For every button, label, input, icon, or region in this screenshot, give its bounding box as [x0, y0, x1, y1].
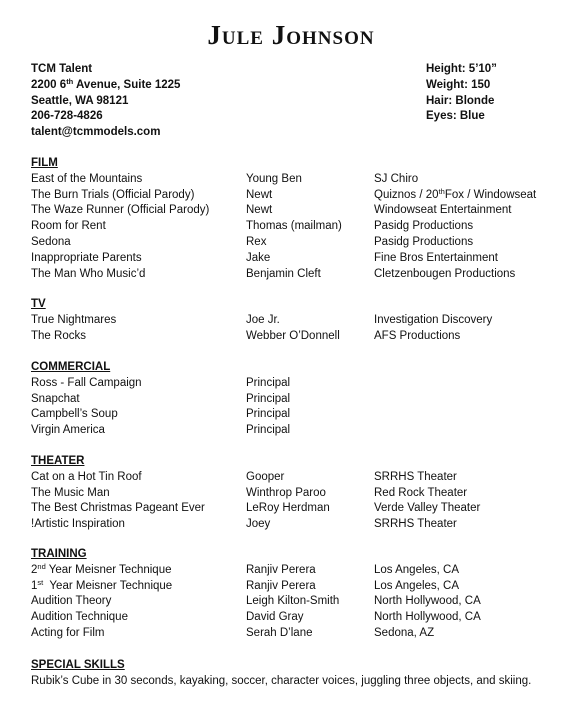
credit-role: Thomas (mailman): [246, 220, 342, 233]
special-skills-section: [31, 658, 571, 690]
credit-role: Rex: [246, 235, 267, 248]
credit-title: Sedona: [31, 235, 71, 248]
company-ordinal: th: [438, 186, 445, 196]
training-ordinal: nd: [37, 561, 46, 571]
credit-title: The Burn Trials (Official Parody): [31, 188, 195, 201]
credit-role: Principal: [246, 392, 291, 405]
credit-role: Webber O’Donnell: [246, 329, 340, 342]
credit-role: Joey: [246, 518, 271, 531]
commercial-heading: COMMERCIAL: [31, 361, 111, 373]
training-location: Los Angeles, CA: [374, 563, 460, 576]
training-row: [31, 594, 571, 610]
credit-company: Pasidg Productions: [374, 220, 474, 233]
tv-heading: TV: [31, 298, 46, 310]
credit-role: Principal: [246, 376, 291, 389]
credit-row: [31, 376, 571, 392]
training-instructor: Ranjiv Perera: [246, 579, 316, 592]
training-location: North Hollywood, CA: [374, 595, 481, 608]
agency-email: talent@tcmmodels.com: [31, 126, 161, 139]
credit-title: Campbell’s Soup: [31, 408, 118, 421]
training-title: Audition Theory: [31, 595, 112, 608]
agency-contact-block: [31, 62, 180, 141]
credit-row: [31, 486, 571, 502]
credit-title: Inappropriate Parents: [31, 251, 142, 264]
agency-city: Seattle, WA 98121: [31, 94, 129, 107]
credit-company: SJ Chiro: [374, 172, 419, 185]
credit-title: True Nightmares: [31, 313, 117, 326]
training-heading: TRAINING: [31, 548, 87, 560]
training-title-part: Year Meisner Technique: [45, 563, 172, 576]
credit-company: [374, 188, 536, 204]
credit-company: Pasidg Productions: [374, 235, 474, 248]
training-row: [31, 610, 571, 626]
training-row: [31, 626, 571, 642]
credit-role: LeRoy Herdman: [246, 502, 330, 515]
credit-row: [31, 219, 571, 235]
credit-title: Snapchat: [31, 392, 80, 405]
credit-role: Newt: [246, 204, 273, 217]
address-ordinal: th: [66, 76, 74, 86]
address-street: Avenue, Suite 1225: [73, 78, 181, 91]
credit-row: [31, 407, 571, 423]
credit-company: Red Rock Theater: [374, 486, 468, 499]
credit-role: Principal: [246, 424, 291, 437]
training-location: Sedona, AZ: [374, 626, 435, 639]
credit-role: Principal: [246, 408, 291, 421]
training-row: [31, 579, 571, 595]
credit-title: Cat on a Hot Tin Roof: [31, 470, 142, 483]
training-title-part: Year Meisner Technique: [43, 579, 173, 592]
stat-weight: Weight: 150: [426, 78, 491, 91]
credit-title: The Best Christmas Pageant Ever: [31, 502, 205, 515]
credit-row: [31, 172, 571, 188]
credit-role: Joe Jr.: [246, 313, 280, 326]
credit-row: [31, 267, 571, 283]
credit-title: Virgin America: [31, 424, 105, 437]
credit-title: East of the Mountains: [31, 172, 143, 185]
theater-heading: THEATER: [31, 455, 85, 467]
training-section: [31, 547, 571, 642]
training-location: Los Angeles, CA: [374, 579, 460, 592]
credit-company: SRRHS Theater: [374, 470, 457, 483]
commercial-section: [31, 360, 571, 439]
credit-role: Young Ben: [246, 172, 302, 185]
credit-row: [31, 470, 571, 486]
credit-row: [31, 313, 571, 329]
tv-section: [31, 297, 571, 344]
credit-company: Windowseat Entertainment: [374, 204, 512, 217]
training-title-part: 1: [31, 579, 38, 592]
credit-company: SRRHS Theater: [374, 518, 457, 531]
company-part: Quiznos / 20: [374, 188, 439, 201]
stat-hair: Hair: Blonde: [426, 94, 495, 107]
stat-eyes: Eyes: Blue: [426, 110, 485, 123]
special-skills-heading: SPECIAL SKILLS: [31, 659, 125, 671]
training-title: Audition Technique: [31, 611, 128, 624]
credit-title: Ross - Fall Campaign: [31, 376, 142, 389]
agency-phone: 206-728-4826: [31, 110, 103, 123]
credit-row: [31, 392, 571, 408]
training-title: [31, 563, 172, 579]
credit-row: [31, 203, 571, 219]
credit-role: Winthrop Paroo: [246, 486, 326, 499]
credit-company: Cletzenbougen Productions: [374, 267, 516, 280]
training-title-part: 2: [31, 563, 38, 576]
theater-section: [31, 454, 571, 533]
training-instructor: Leigh Kilton-Smith: [246, 595, 340, 608]
credit-company: AFS Productions: [374, 329, 461, 342]
credit-row: [31, 235, 571, 251]
actor-name: Jule Johnson: [207, 20, 375, 50]
credit-role: Gooper: [246, 470, 285, 483]
training-title: [31, 579, 172, 595]
credit-title: The Man Who Music’d: [31, 267, 146, 280]
training-instructor: Ranjiv Perera: [246, 563, 316, 576]
film-heading: FILM: [31, 157, 58, 169]
address-number: 2200 6: [31, 78, 67, 91]
stat-height: Height: 5’10”: [426, 63, 497, 75]
training-row: [31, 563, 571, 579]
agency-address: [31, 78, 180, 94]
credit-title: The Rocks: [31, 329, 86, 342]
credit-title: The Waze Runner (Official Parody): [31, 204, 210, 217]
training-ordinal: st: [37, 577, 44, 587]
credit-row: [31, 501, 571, 517]
training-title: Acting for Film: [31, 626, 105, 639]
credit-title: Room for Rent: [31, 220, 106, 233]
credit-row: [31, 423, 571, 439]
credit-company: Verde Valley Theater: [374, 502, 481, 515]
credit-role: Jake: [246, 251, 271, 264]
physical-stats-block: [426, 62, 497, 125]
credit-company: Fine Bros Entertainment: [374, 251, 499, 264]
credit-company: Investigation Discovery: [374, 313, 493, 326]
credit-role: Benjamin Cleft: [246, 267, 321, 280]
agency-name: TCM Talent: [31, 63, 93, 75]
company-part: Fox / Windowseat: [444, 188, 537, 201]
credit-row: [31, 251, 571, 267]
credit-row: [31, 329, 571, 345]
training-location: North Hollywood, CA: [374, 611, 481, 624]
credit-title: The Music Man: [31, 486, 110, 499]
credit-role: Newt: [246, 188, 273, 201]
film-section: [31, 156, 571, 282]
training-instructor: Serah D’lane: [246, 626, 313, 639]
credit-row: [31, 188, 571, 204]
special-skills-text: Rubik’s Cube in 30 seconds, kayaking, soccer, character voices, juggling three objects, and skiing.: [31, 674, 532, 687]
training-instructor: David Gray: [246, 611, 304, 624]
credit-title: !Artistic Inspiration: [31, 518, 125, 531]
credit-row: [31, 517, 571, 533]
